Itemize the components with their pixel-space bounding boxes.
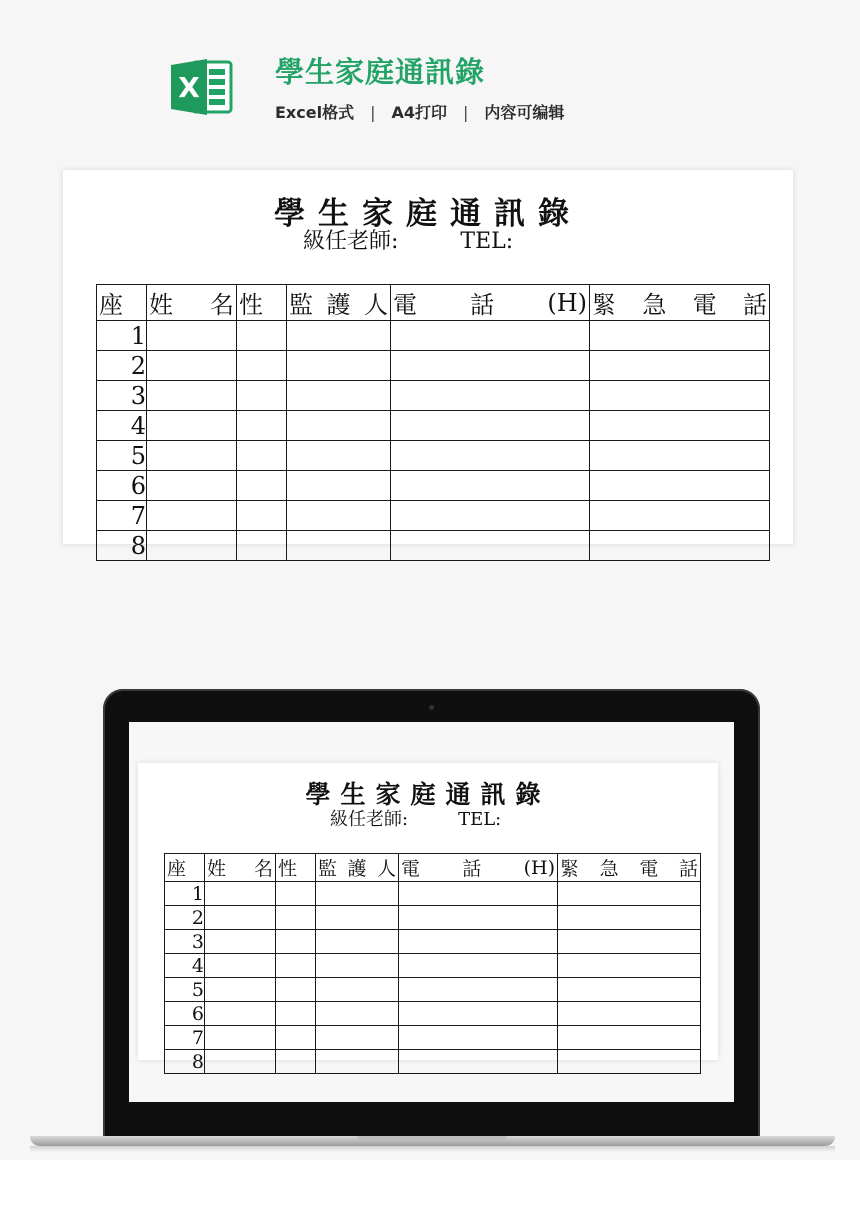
row-number: 3 — [97, 381, 147, 411]
col-header-name: 姓 名 — [205, 854, 276, 882]
guardian-cell[interactable] — [287, 531, 391, 561]
home-phone-cell[interactable] — [399, 906, 558, 930]
emergency-phone-cell[interactable] — [590, 351, 770, 381]
home-phone-cell[interactable] — [399, 978, 558, 1002]
gender-cell[interactable] — [237, 321, 287, 351]
teacher-label: 級任老師: — [303, 229, 399, 254]
home-phone-cell[interactable] — [391, 441, 590, 471]
guardian-cell[interactable] — [287, 351, 391, 381]
emergency-phone-cell[interactable] — [558, 930, 701, 954]
row-number: 6 — [97, 471, 147, 501]
home-phone-cell[interactable] — [391, 501, 590, 531]
home-phone-cell[interactable] — [399, 930, 558, 954]
col-header-emergency-phone: 緊 急 電 話 — [590, 285, 770, 321]
guardian-cell[interactable] — [287, 321, 391, 351]
name-cell[interactable] — [205, 1002, 276, 1026]
gender-cell[interactable] — [237, 501, 287, 531]
format-label: Excel格式 — [275, 103, 355, 122]
laptop-notch — [357, 1136, 507, 1141]
roster-table — [96, 284, 770, 561]
row-number: 4 — [97, 411, 147, 441]
guardian-cell[interactable] — [287, 441, 391, 471]
tel-label: TEL: — [458, 809, 502, 830]
table-row — [165, 1050, 701, 1074]
col-header-seat: 座 — [97, 285, 147, 321]
guardian-cell[interactable] — [316, 1002, 399, 1026]
emergency-phone-cell[interactable] — [558, 978, 701, 1002]
row-number: 1 — [165, 882, 205, 906]
row-number: 3 — [165, 930, 205, 954]
row-number: 2 — [165, 906, 205, 930]
row-number: 4 — [165, 954, 205, 978]
emergency-phone-cell[interactable] — [590, 471, 770, 501]
separator: | — [370, 103, 376, 122]
guardian-cell[interactable] — [287, 471, 391, 501]
teacher-label: 級任老師: — [330, 809, 409, 830]
sheet-preview-large — [63, 170, 793, 560]
name-cell[interactable] — [205, 930, 276, 954]
emergency-phone-cell[interactable] — [558, 1002, 701, 1026]
row-number: 8 — [165, 1050, 205, 1074]
row-number: 1 — [97, 321, 147, 351]
guardian-cell[interactable] — [287, 501, 391, 531]
emergency-phone-cell[interactable] — [558, 906, 701, 930]
table-row — [97, 321, 770, 351]
table-row — [165, 930, 701, 954]
table-header-row — [97, 285, 770, 321]
name-cell[interactable] — [147, 441, 237, 471]
edit-label: 内容可编辑 — [484, 103, 565, 122]
print-label: A4打印 — [391, 103, 447, 122]
gender-cell[interactable] — [237, 471, 287, 501]
guardian-cell[interactable] — [316, 882, 399, 906]
col-header-guardian: 監 護 人 — [316, 854, 399, 882]
emergency-phone-cell[interactable] — [590, 501, 770, 531]
name-cell[interactable] — [205, 1050, 276, 1074]
name-cell[interactable] — [147, 381, 237, 411]
row-number: 5 — [165, 978, 205, 1002]
name-cell[interactable] — [205, 906, 276, 930]
table-row — [97, 531, 770, 561]
row-number: 7 — [97, 501, 147, 531]
table-row — [165, 1002, 701, 1026]
watermark — [2, 604, 53, 656]
table-row — [97, 471, 770, 501]
name-cell[interactable] — [147, 351, 237, 381]
table-row — [97, 501, 770, 531]
sheet-preview-small — [138, 763, 718, 1073]
table-row — [165, 954, 701, 978]
sheet-subtitle — [303, 224, 513, 255]
guardian-cell[interactable] — [316, 978, 399, 1002]
table-header-row — [165, 854, 701, 882]
name-cell[interactable] — [147, 471, 237, 501]
table-row — [165, 1026, 701, 1050]
name-cell[interactable] — [205, 954, 276, 978]
separator: | — [463, 103, 469, 122]
gender-cell[interactable] — [276, 906, 316, 930]
row-number: 7 — [165, 1026, 205, 1050]
tel-label: TEL: — [460, 229, 514, 254]
guardian-cell[interactable] — [316, 954, 399, 978]
row-number: 2 — [97, 351, 147, 381]
col-header-seat: 座 — [165, 854, 205, 882]
emergency-phone-cell[interactable] — [558, 954, 701, 978]
emergency-phone-cell[interactable] — [558, 882, 701, 906]
sheet-title: 學生家庭通訊錄 — [305, 780, 551, 809]
col-header-gender: 性 — [237, 285, 287, 321]
name-cell[interactable] — [147, 411, 237, 441]
table-row — [97, 441, 770, 471]
gender-cell[interactable] — [276, 1050, 316, 1074]
gender-cell[interactable] — [276, 930, 316, 954]
guardian-cell[interactable] — [316, 1026, 399, 1050]
home-phone-cell[interactable] — [399, 1002, 558, 1026]
emergency-phone-cell[interactable] — [590, 321, 770, 351]
col-header-emergency-phone: 緊 急 電 話 — [558, 854, 701, 882]
name-cell[interactable] — [147, 321, 237, 351]
gender-cell[interactable] — [237, 531, 287, 561]
guardian-cell[interactable] — [287, 381, 391, 411]
page-title: 學生家庭通訊錄 — [275, 55, 486, 89]
guardian-cell[interactable] — [316, 930, 399, 954]
name-cell[interactable] — [205, 978, 276, 1002]
table-row — [97, 351, 770, 381]
gender-cell[interactable] — [276, 978, 316, 1002]
home-phone-cell[interactable] — [391, 471, 590, 501]
home-phone-cell[interactable] — [391, 531, 590, 561]
guardian-cell[interactable] — [316, 906, 399, 930]
camera-icon — [429, 705, 434, 710]
table-row — [165, 882, 701, 906]
gender-cell[interactable] — [276, 882, 316, 906]
name-cell[interactable] — [205, 1026, 276, 1050]
gender-cell[interactable] — [276, 1002, 316, 1026]
emergency-phone-cell[interactable] — [558, 1050, 701, 1074]
table-row — [165, 978, 701, 1002]
roster-table — [164, 853, 701, 1074]
home-phone-cell[interactable] — [399, 1050, 558, 1074]
home-phone-cell[interactable] — [391, 351, 590, 381]
gender-cell[interactable] — [276, 1026, 316, 1050]
gender-cell[interactable] — [237, 411, 287, 441]
col-header-guardian: 監 護 人 — [287, 285, 391, 321]
col-header-home-phone: 電 話 (H) — [399, 854, 558, 882]
emergency-phone-cell[interactable] — [590, 531, 770, 561]
row-number: 6 — [165, 1002, 205, 1026]
home-phone-cell[interactable] — [399, 954, 558, 978]
row-number: 8 — [97, 531, 147, 561]
table-row — [165, 906, 701, 930]
col-header-gender: 性 — [276, 854, 316, 882]
home-phone-cell[interactable] — [399, 882, 558, 906]
name-cell[interactable] — [147, 501, 237, 531]
row-number: 5 — [97, 441, 147, 471]
sheet-subtitle — [330, 805, 501, 831]
gender-cell[interactable] — [237, 381, 287, 411]
emergency-phone-cell[interactable] — [590, 381, 770, 411]
name-cell[interactable] — [147, 531, 237, 561]
home-phone-cell[interactable] — [391, 411, 590, 441]
col-header-name: 姓 名 — [147, 285, 237, 321]
guardian-cell[interactable] — [316, 1050, 399, 1074]
gender-cell[interactable] — [276, 954, 316, 978]
sheet-title: 學生家庭通訊錄 — [274, 196, 582, 232]
emergency-phone-cell[interactable] — [558, 1026, 701, 1050]
format-info — [275, 101, 564, 125]
home-phone-cell[interactable] — [399, 1026, 558, 1050]
gender-cell[interactable] — [237, 351, 287, 381]
home-phone-cell[interactable] — [391, 381, 590, 411]
col-header-home-phone: 電 話 (H) — [391, 285, 590, 321]
name-cell[interactable] — [205, 882, 276, 906]
gender-cell[interactable] — [237, 441, 287, 471]
guardian-cell[interactable] — [287, 411, 391, 441]
bottom-band — [0, 1160, 860, 1219]
excel-logo-letter: X — [178, 71, 200, 104]
emergency-phone-cell[interactable] — [590, 411, 770, 441]
excel-icon — [171, 57, 233, 117]
table-row — [97, 411, 770, 441]
laptop-shadow — [30, 1146, 835, 1152]
table-row — [97, 381, 770, 411]
emergency-phone-cell[interactable] — [590, 441, 770, 471]
home-phone-cell[interactable] — [391, 321, 590, 351]
